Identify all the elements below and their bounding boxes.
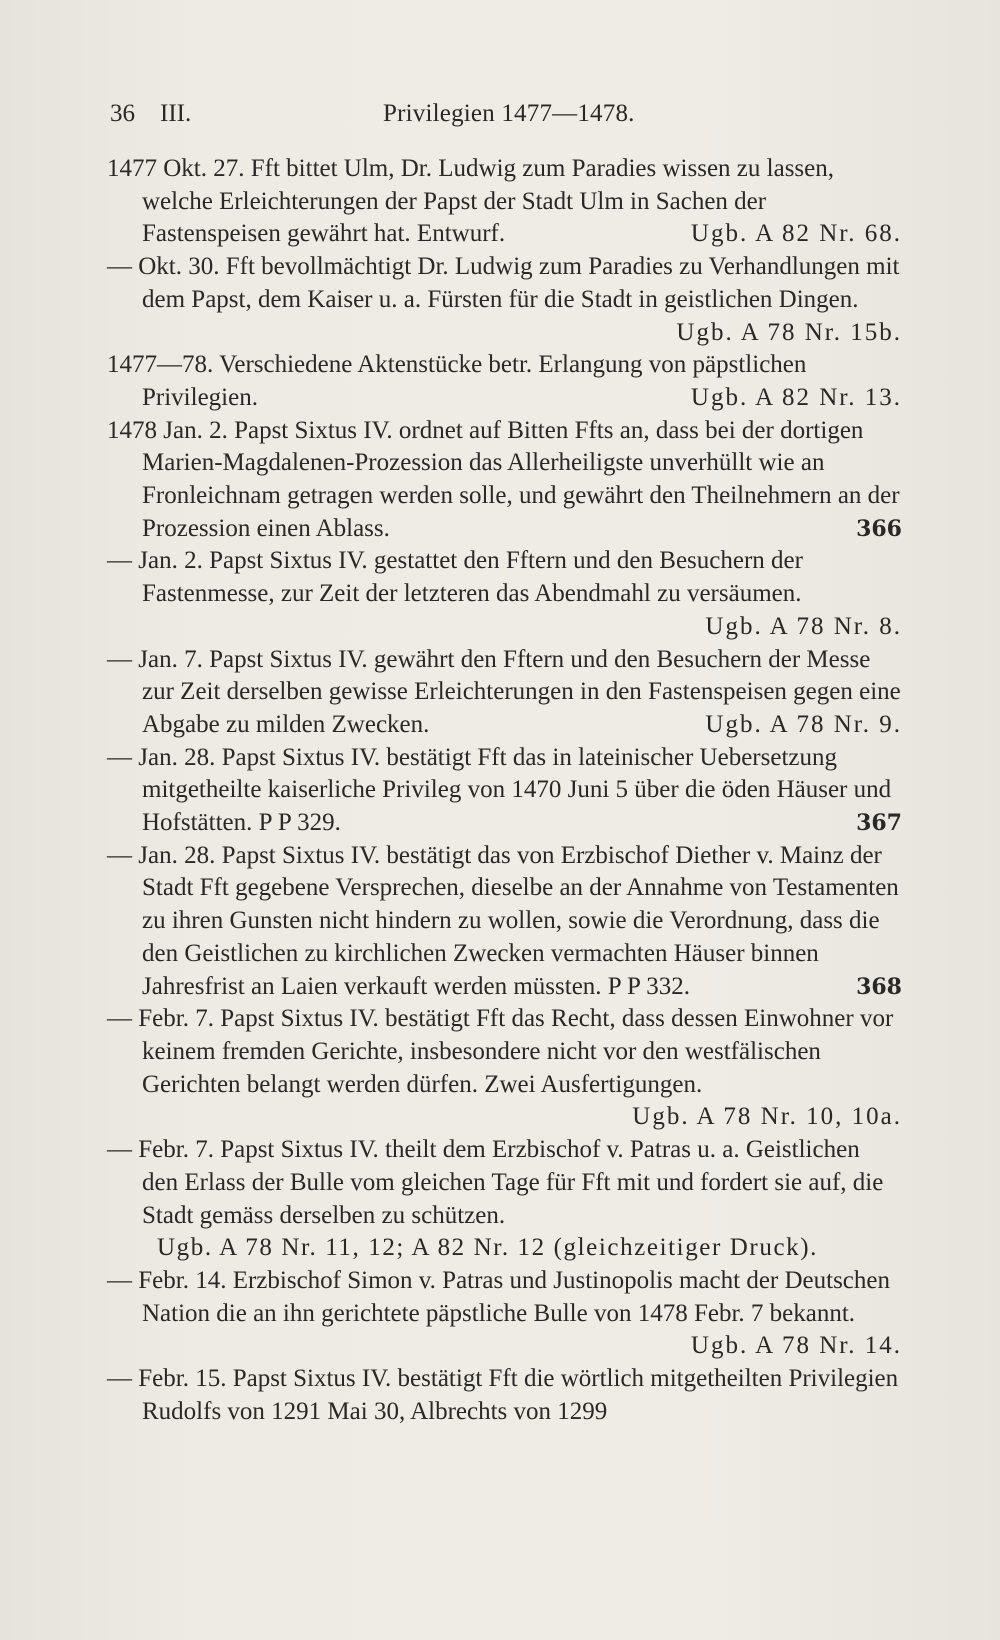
entry-text: Papst Sixtus IV. gestattet den Fftern und den Besuchern der Fastenmesse, zur Zeit der letzteren das Abendmahl zu versäumen. (142, 547, 803, 608)
entry-date: — Febr. 15. (107, 1365, 227, 1393)
entry-number: 367 (856, 810, 902, 837)
entry-date: — Febr. 7. (107, 1005, 214, 1033)
entry-date: — Jan. 7. (107, 645, 203, 673)
register-entry (107, 1265, 902, 1363)
entry-date: — Febr. 14. (107, 1266, 227, 1294)
register-entry (107, 251, 902, 349)
entry-text: Erzbischof Simon v. Patras und Justinopolis macht der Deutschen Nation die an ihn gerichtete päpstliche Bulle von 1478 Febr. 7 bekannt. (142, 1266, 891, 1327)
entry-archive-reference: Ugb. A 82 Nr. 13. (690, 383, 902, 411)
register-entry (107, 840, 902, 1004)
running-title: Privilegien 1477—1478. (383, 100, 635, 127)
entry-date: — Jan. 28. (107, 841, 216, 869)
entry-date: 1477—78. (107, 351, 214, 379)
register-entry (107, 644, 902, 742)
register-entry (107, 545, 902, 643)
entry-text: Fft bevollmächtigt Dr. Ludwig zum Paradies zu Verhandlungen mit dem Papst, dem Kaiser u. a. Fürsten für die Stadt in geistlichen Dingen. (142, 253, 900, 313)
entry-archive-reference: Ugb. A 78 Nr. 9. (705, 710, 902, 738)
entry-date: — Febr. 7. (107, 1136, 214, 1164)
entry-text: Papst Sixtus IV. bestätigt Fft die wörtlich mitgetheilten Privilegien Rudolfs von 1291 Mai 30, Albrechts von 1299 (142, 1365, 899, 1425)
entry-text: Papst Sixtus IV. bestätigt Fft das Recht, dass dessen Einwohner vor keinem fremden Gerichte, insbesondere nicht vor den westfälischen Gerichten belangt werden dürfen. Zwei Ausfertigungen. (142, 1005, 894, 1098)
register-entry (107, 742, 902, 840)
entry-text: Papst Sixtus IV. ordnet auf Bitten Ffts an, dass bei der dortigen Marien-Magdalenen-Prozession das Allerheiligste unverhüllt wie an Fronleichnam getragen werden solle, und gewährt den Theilnehmern an der Prozession einen Ablass. (142, 416, 900, 542)
entry-date: 1478 Jan. 2. (107, 416, 228, 444)
entry-text: Papst Sixtus IV. gewährt den Fftern und den Besuchern der Messe zur Zeit derselben gewisse Erleichterungen in den Fastenspeisen gegen eine Abgabe zu milden Zwecken. (142, 645, 901, 738)
entry-text: Verschiedene Aktenstücke betr. Erlangung von päpstlichen Privilegien. (142, 351, 807, 411)
entry-text: Papst Sixtus IV. bestätigt das von Erzbischof Diether v. Mainz der Stadt Fft gegebene Versprechen, dieselbe an der Annahme von Testamenten zu ihren Gunsten nicht hindern zu wollen, sowie die Verordnung, dass die den Geistlichen zu kirchlichen Zwecken vermachten Häuser binnen Jahresfrist an Laien verkauft werden müssten. P P 332. (142, 841, 899, 1000)
entry-date: 1477 Okt. 27. (107, 155, 245, 182)
register-entry (107, 1003, 902, 1134)
entries-list (107, 153, 902, 1428)
entry-archive-reference: Ugb. A 78 Nr. 8. (705, 612, 902, 640)
register-entry (107, 415, 902, 546)
entry-archive-reference: Ugb. A 78 Nr. 15b. (676, 318, 902, 346)
entry-text: Papst Sixtus IV. theilt dem Erzbischof v. Patras u. a. Geistlichen den Erlass der Bulle vom gleichen Tage für Fft mit und fordert sie auf, die Stadt gemäss derselben zu schützen. (142, 1136, 884, 1229)
entry-date: — Jan. 28. (107, 743, 216, 771)
entry-number: 368 (856, 973, 902, 1000)
entry-archive-reference: Ugb. A 78 Nr. 10, 10a. (632, 1103, 902, 1131)
entry-archive-reference: Ugb. A 82 Nr. 68. (690, 220, 902, 248)
entry-text: Fft bittet Ulm, Dr. Ludwig zum Paradies wissen zu lassen, welche Erleichterungen der Papst der Stadt Ulm in Sachen der Fastenspeisen gewährt hat. Entwurf. (142, 155, 835, 248)
register-entry (107, 349, 902, 414)
section-number: III. (160, 100, 192, 127)
register-entry (107, 153, 902, 251)
entry-archive-reference: Ugb. A 78 Nr. 14. (690, 1332, 902, 1360)
page-header (110, 100, 900, 134)
entry-text: Papst Sixtus IV. bestätigt Fft das in lateinischer Uebersetzung mitgetheilte kaiserliche Privileg von 1470 Juni 5 über die öden Häuser und Hofstätten. P P 329. (142, 743, 892, 837)
register-entry (107, 1363, 902, 1428)
entry-date: — Okt. 30. (107, 253, 220, 281)
entry-date: — Jan. 2. (107, 547, 203, 575)
page-number: 36 (110, 100, 135, 127)
entry-archive-reference-line: Ugb. A 78 Nr. 11, 12; A 82 Nr. 12 (gleichzeitiger Druck). (157, 1234, 819, 1262)
entry-number: 366 (856, 515, 902, 542)
register-entry (107, 1134, 902, 1265)
